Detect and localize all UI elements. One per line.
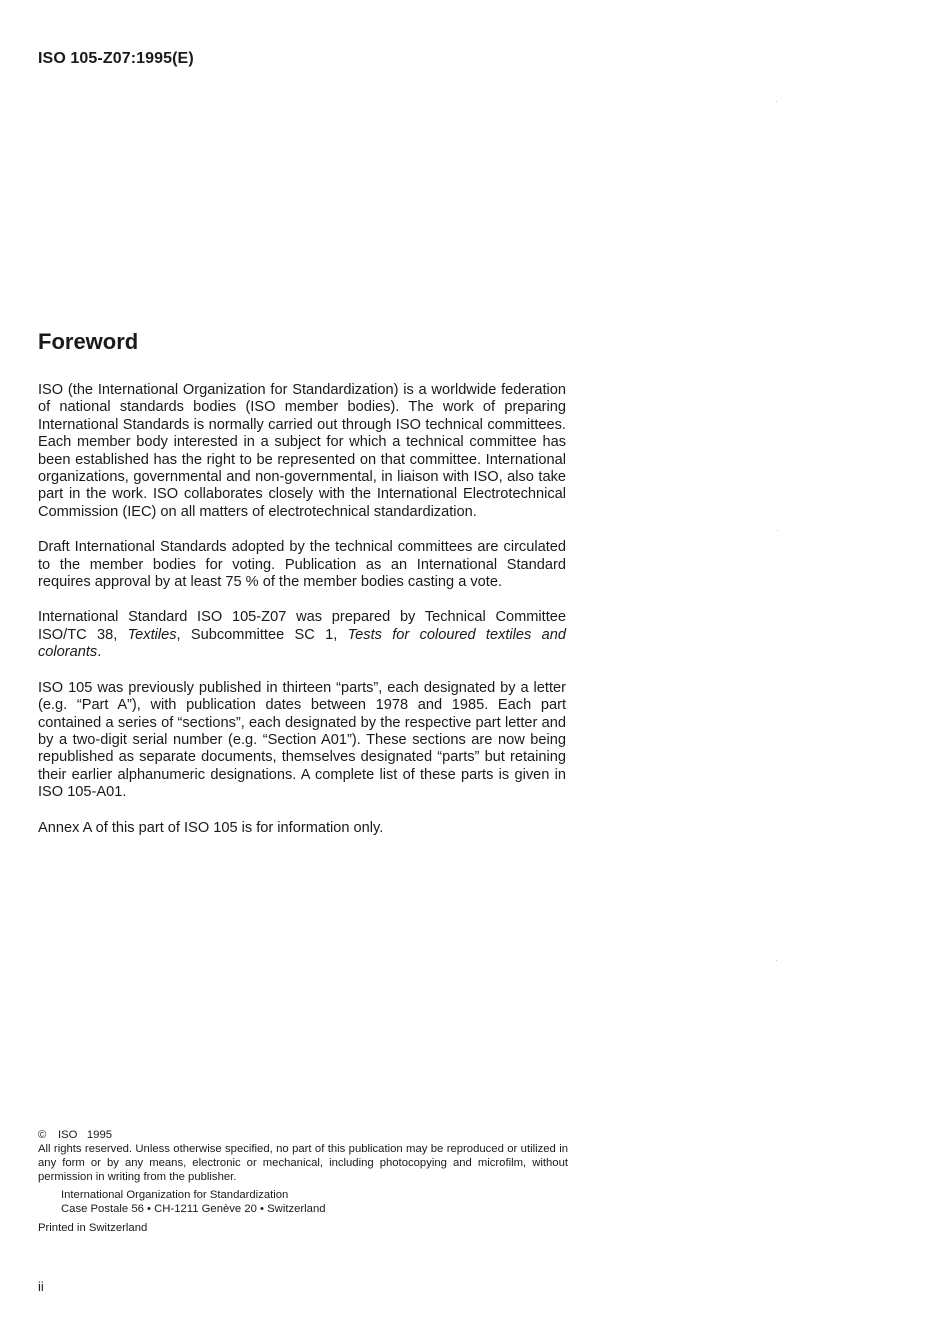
paragraph-history: ISO 105 was previously published in thirteen “parts”, each designated by a letter (e.g. “Part A”), with publication dates between 1978 and 1985. Each part contained a series of “sections”, each designated by the respective part letter and by a two-digit serial number (e.g. “Section A01”). These sections are now being republished as separate documents, themselves designated “parts” but retaining their earlier alphanumeric designations. A complete list of these parts is given in ISO 105-A01.	[38, 679, 566, 801]
prepared-by-text-2: , Subcommittee SC 1,	[176, 626, 348, 643]
copyright-block	[38, 1128, 568, 1235]
scan-speck	[777, 530, 778, 531]
scan-speck	[776, 960, 777, 961]
copyright-line	[38, 1128, 568, 1142]
publisher-postal-address: Case Postale 56 • CH-1211 Genève 20 • Switzerland	[61, 1203, 326, 1215]
document-id: ISO 105-Z07:1995(E)	[38, 50, 194, 67]
publisher-name: International Organization for Standardization	[61, 1189, 289, 1201]
committee-name: Textiles	[127, 626, 177, 643]
printed-in: Printed in Switzerland	[38, 1222, 148, 1234]
prepared-by-text-3: .	[97, 644, 102, 661]
page-number: ii	[38, 1279, 44, 1294]
prepared-by-text-1: International Standard ISO 105-Z07 was prepared by Technical Committee ISO/TC 38,	[38, 609, 566, 643]
paragraph-annex-note: Annex A of this part of ISO 105 is for information only.	[38, 819, 384, 836]
paragraph-prepared-by	[38, 609, 566, 661]
foreword-body	[38, 382, 566, 837]
copyright-owner-year: ISO 1995	[58, 1129, 113, 1141]
paragraph-iso-description: ISO (the International Organization for Standardization) is a worldwide federation of national standards bodies (ISO member bodies). The work of preparing International Standards is normally carried out through ISO technical committees. Each member body interested in a subject for which a technical committee has been established has the right to be represented on that committee. International organizations, governmental and non-governmental, in liaison with ISO, also take part in the work. ISO collaborates closely with the International Electrotechnical Commission (IEC) on all matters of electrotechnical standardization.	[38, 382, 566, 520]
subcommittee-name: Tests for coloured textiles and colorants	[38, 626, 566, 661]
section-title: Foreword	[38, 329, 139, 354]
rights-statement: All rights reserved. Unless otherwise specified, no part of this publication may be reproduced or utilized in any form or by any means, electronic or mechanical, including photocopying and microfilm, without permission in writing from the publisher.	[38, 1143, 568, 1183]
publisher-address	[61, 1188, 568, 1216]
copyright-symbol: ©	[38, 1129, 47, 1141]
scan-speck	[776, 101, 777, 102]
paragraph-draft-standards: Draft International Standards adopted by the technical committees are circulated to the member bodies for voting. Publication as an International Standard requires approval by at least 75 % of the member bodies casting a vote.	[38, 539, 566, 591]
